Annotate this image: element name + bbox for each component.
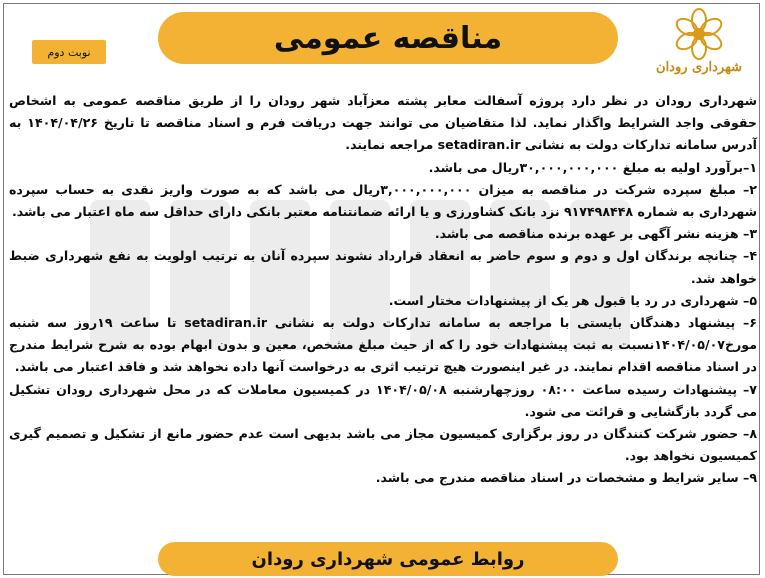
clause-2: ۲– مبلغ سپرده شرکت در مناقصه به میزان ۳,۰۰۰,۰۰۰,۰۰۰ریال می باشد که به صورت واریز نقدی به حساب سپرده شهرداری به شماره ۹۱۷۴۹۸۴۴۸ نزد بانک کشاورزی و یا ارائه ضمانتنامه معتبر بانکی دارای حداقل سه ماه اعتبار می باشد. [9, 181, 757, 220]
logo-text: شهرداری رودان [656, 60, 742, 75]
turn-label: نوبت دوم [47, 45, 91, 59]
page-title: مناقصه عمومی [273, 20, 503, 56]
notice-body [9, 90, 757, 490]
signature-banner [158, 542, 618, 576]
clause-1: ۱–برآورد اولیه به مبلغ ۳۰,۰۰۰,۰۰۰,۰۰۰ریال می باشد. [428, 159, 757, 175]
header [0, 0, 765, 92]
clause-8: ۸– حضور شرکت کنندگان در روز برگزاری کمیسیون مجاز می باشد بدیهی است عدم حضور مانع از تشکیل و تصمیم گیری کمیسیون نخواهد بود. [9, 426, 757, 464]
clause-7: ۷– پیشنهادات رسیده ساعت ۰۸:۰۰ روزچهارشنبه ۱۴۰۴/۰۵/۰۸ در کمیسیون معاملات که در محل شهرداری رودان تشکیل می گردد بازگشایی و قرائت می شود. [9, 381, 757, 419]
municipality-logo [640, 8, 758, 88]
clause-6: ۶– پیشنهاد دهندگان بایستی با مراجعه به سامانه تدارکات دولت به نشانی setadiran.ir تا ساعت ۱۹روز سه شنبه مورخ۱۴۰۴/۰۵/۰۷نسبت به ثبت پیشنهادات خود را که از حیث مبلغ مشخص، معین و بدون ابهام بوده به شرح شرایط مندرج در اسناد مناقصه اقدام نمایند. در غیر اینصورت هیچ ترتیب اثری به درخواست آنها داده نخواهد شد و فاقد اعتبار می باشد. [9, 315, 757, 375]
intro-paragraph: شهرداری رودان در نظر دارد پروژه آسفالت معابر پشته معزآباد شهر رودان را از طریق مناقصه عمومی به اشخاص حقوقی واجد الشرایط واگذار نماید. لذا متقاضیان می توانند جهت دریافت فرم و اسناد مناقصه تا تاریخ ۱۴۰۴/۰۴/۲۶ به آدرس سامانه تدارکات دولت به نشانی setadiran.ir مراجعه نمایند. [9, 93, 757, 153]
title-banner [158, 12, 618, 64]
flower-emblem-icon [671, 8, 727, 60]
turn-badge [32, 40, 106, 64]
signature-text: روابط عمومی شهرداری رودان [251, 548, 525, 570]
clause-3: ۳– هزینه نشر آگهی بر عهده برنده مناقصه می باشد. [434, 226, 757, 242]
clause-9: ۹– سایر شرایط و مشخصات در اسناد مناقصه مندرج می باشد. [375, 470, 757, 486]
footer [0, 540, 765, 578]
clause-5: ۵– شهرداری در رد یا قبول هر یک از پیشنهادات مختار است. [388, 292, 757, 308]
clause-4: ۴– چنانچه برندگان اول و دوم و سوم حاضر به انعقاد قرارداد نشوند سپرده آنان به ترتیب اولویت به نفع شهرداری ضبط خواهد شد. [9, 248, 757, 286]
